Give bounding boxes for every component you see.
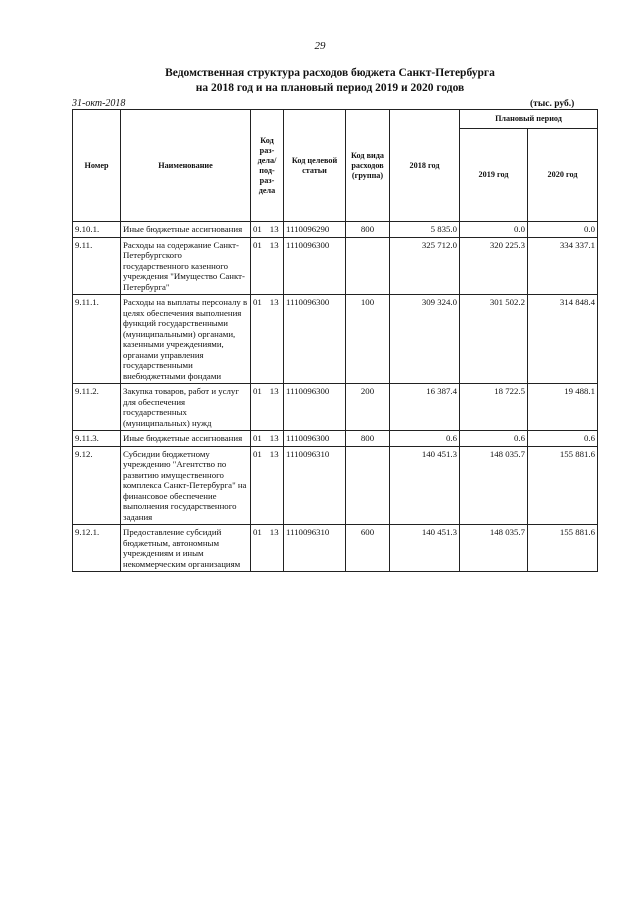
row-section [251, 446, 284, 525]
title-line-2: на 2018 год и на плановый период 2019 и 2020 годов [195, 82, 465, 94]
row-section-code: 01 [253, 527, 262, 537]
row-subsection-code: 13 [269, 433, 279, 443]
row-amount-2018: 5 835.0 [390, 222, 460, 238]
row-number: 9.12.1. [73, 525, 121, 572]
row-number: 9.11.2. [73, 384, 121, 431]
row-amount-2018: 16 387.4 [390, 384, 460, 431]
row-section [251, 525, 284, 572]
row-amount-2019: 148 035.7 [460, 525, 528, 572]
table-row [73, 237, 598, 295]
row-number: 9.12. [73, 446, 121, 525]
row-expense-kind: 600 [346, 525, 390, 572]
row-target-code: 1110096290 [284, 222, 346, 238]
row-amount-2019: 0.6 [460, 431, 528, 447]
row-section-code: 01 [253, 386, 262, 396]
row-section-code: 01 [253, 224, 262, 234]
row-amount-2019: 18 722.5 [460, 384, 528, 431]
row-expense-kind [346, 446, 390, 525]
row-name: Иные бюджетные ассигнования [121, 222, 251, 238]
table-row [73, 431, 598, 447]
row-name: Закупка товаров, работ и услуг для обеспечения государственных (муниципальных) нужд [121, 384, 251, 431]
row-name: Расходы на содержание Санкт-Петербургского государственного казенного учреждения "Имущество Санкт-Петербурга" [121, 237, 251, 295]
header-kind: Код вида расходов (группа) [346, 110, 390, 222]
row-amount-2020: 0.6 [528, 431, 598, 447]
row-subsection-code: 13 [269, 239, 279, 250]
table-row [73, 295, 598, 384]
row-subsection-code: 13 [269, 386, 279, 396]
row-section [251, 237, 284, 295]
row-amount-2020: 19 488.1 [528, 384, 598, 431]
row-name: Предоставление субсидий бюджетным, автономным учреждениям и иным некоммерческим организациям [121, 525, 251, 572]
row-expense-kind: 800 [346, 431, 390, 447]
table-row [73, 222, 598, 238]
header-name: Наименование [121, 110, 251, 222]
row-amount-2018: 309 324.0 [390, 295, 460, 384]
row-subsection-code: 13 [269, 448, 279, 459]
row-section-code: 01 [253, 433, 262, 443]
document-title [70, 66, 590, 96]
row-amount-2018: 325 712.0 [390, 237, 460, 295]
header-2020: 2020 год [528, 129, 598, 222]
row-amount-2019: 0.0 [460, 222, 528, 238]
row-expense-kind: 800 [346, 222, 390, 238]
header-row [73, 110, 598, 129]
header-2019: 2019 год [460, 129, 528, 222]
row-target-code: 1110096300 [284, 237, 346, 295]
header-number: Номер [73, 110, 121, 222]
table-row [73, 525, 598, 572]
row-expense-kind: 200 [346, 384, 390, 431]
row-amount-2020: 0.0 [528, 222, 598, 238]
header-section: Код раз-дела/ под-раз-дела [251, 110, 284, 222]
title-line-1: Ведомственная структура расходов бюджета Санкт-Петербурга [165, 67, 495, 79]
row-amount-2018: 0.6 [390, 431, 460, 447]
row-amount-2018: 140 451.3 [390, 446, 460, 525]
row-expense-kind: 100 [346, 295, 390, 384]
row-target-code: 1110096310 [284, 525, 346, 572]
page-number: 29 [314, 40, 326, 52]
row-section [251, 431, 284, 447]
row-section [251, 384, 284, 431]
row-name: Расходы на выплаты персоналу в целях обеспечения выполнения функций государственными (муниципальными) органами, казенными учреждениями, органами управления государственными внебюджетными фондами [121, 295, 251, 384]
row-subsection-code: 13 [269, 224, 279, 234]
table-row [73, 446, 598, 525]
row-name: Субсидии бюджетному учреждению "Агентство по развитию имущественного комплекса Санкт-Петербурга" на финансовое обеспечение выполнения государственного задания [121, 446, 251, 525]
row-amount-2020: 334 337.1 [528, 237, 598, 295]
header-plan-period: Плановый период [460, 110, 598, 129]
row-section-code: 01 [253, 448, 262, 459]
row-subsection-code: 13 [269, 297, 279, 307]
row-target-code: 1110096310 [284, 446, 346, 525]
row-amount-2019: 320 225.3 [460, 237, 528, 295]
row-section [251, 295, 284, 384]
report-date: 31-окт-2018 [72, 98, 126, 109]
row-target-code: 1110096300 [284, 384, 346, 431]
header-2018: 2018 год [390, 110, 460, 222]
row-number: 9.11.3. [73, 431, 121, 447]
table-row [73, 384, 598, 431]
row-subsection-code: 13 [269, 527, 279, 537]
row-amount-2018: 140 451.3 [390, 525, 460, 572]
row-amount-2020: 155 881.6 [528, 446, 598, 525]
row-section-code: 01 [253, 297, 262, 307]
budget-table [72, 109, 598, 572]
row-amount-2019: 148 035.7 [460, 446, 528, 525]
row-amount-2020: 155 881.6 [528, 525, 598, 572]
header-target: Код целевой статьи [284, 110, 346, 222]
row-section-code: 01 [253, 239, 262, 250]
row-amount-2019: 301 502.2 [460, 295, 528, 384]
row-number: 9.11. [73, 237, 121, 295]
row-target-code: 1110096300 [284, 295, 346, 384]
row-number: 9.10.1. [73, 222, 121, 238]
table-body [73, 222, 598, 572]
row-amount-2020: 314 848.4 [528, 295, 598, 384]
row-expense-kind [346, 237, 390, 295]
row-name: Иные бюджетные ассигнования [121, 431, 251, 447]
row-section [251, 222, 284, 238]
units-label: (тыс. руб.) [530, 99, 575, 109]
row-target-code: 1110096300 [284, 431, 346, 447]
row-number: 9.11.1. [73, 295, 121, 384]
